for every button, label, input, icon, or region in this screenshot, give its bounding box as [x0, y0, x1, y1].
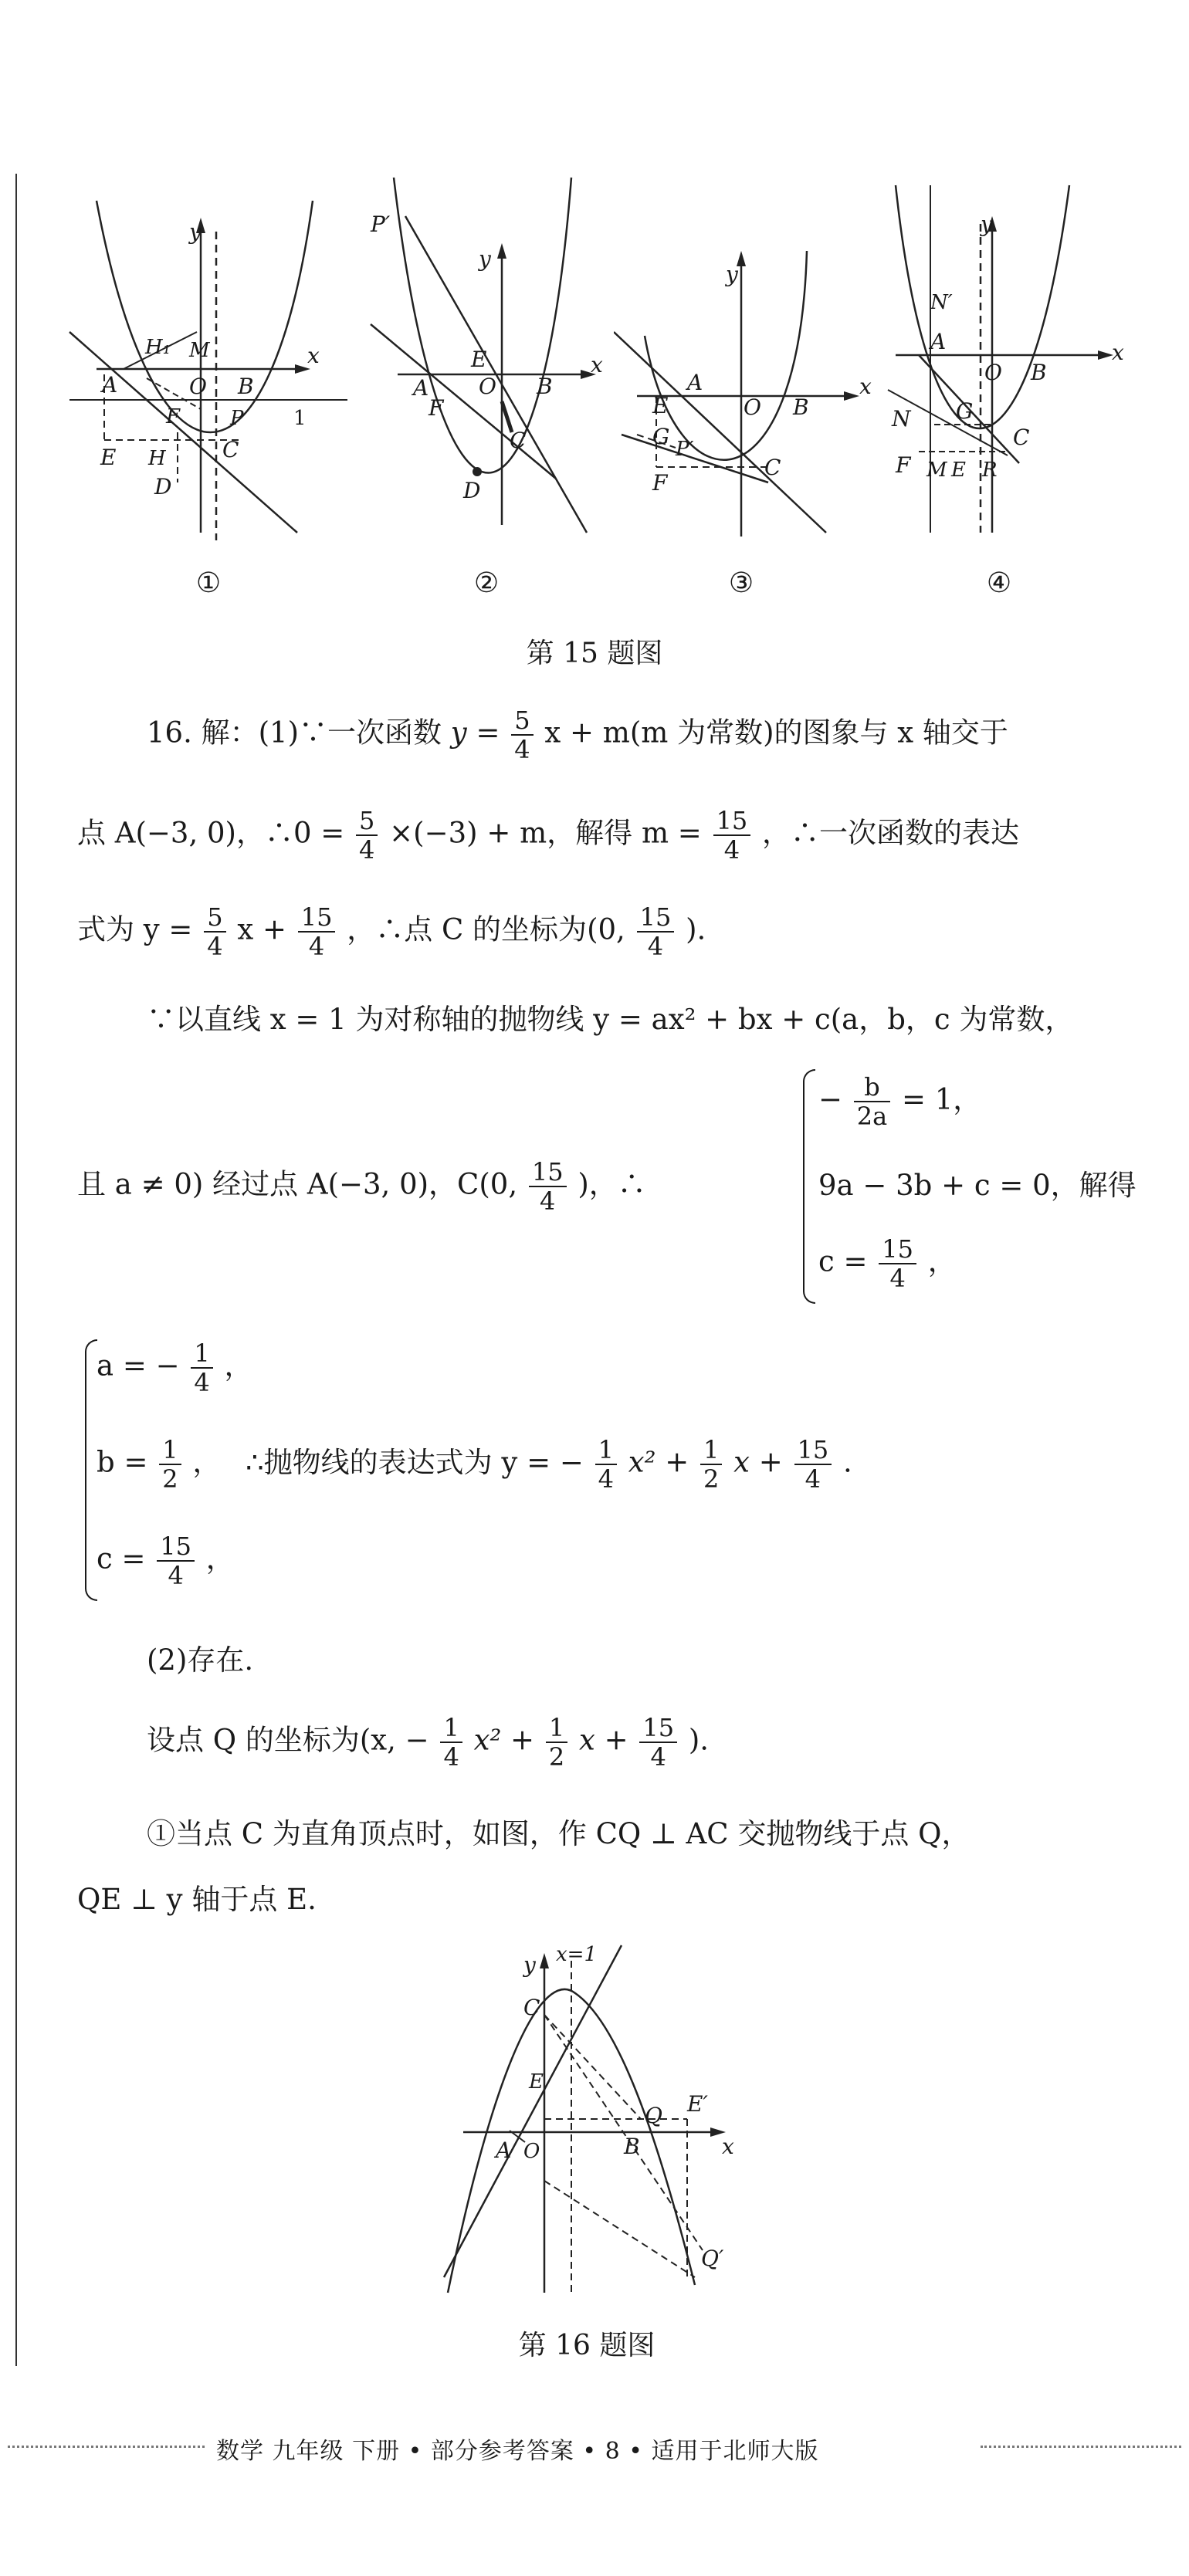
footer-dots-right	[981, 2446, 1181, 2448]
fig15-p3-label: F	[652, 470, 668, 496]
denominator: 4	[194, 1368, 210, 1397]
denominator: 4	[805, 1464, 821, 1494]
fig15-p1-label: B	[238, 374, 254, 399]
q16-text: x² +	[473, 1723, 535, 1757]
numerator: 15	[298, 903, 336, 933]
page-margin-rule	[15, 174, 17, 2366]
fig15-p1-label: A	[102, 372, 118, 398]
fig16-label: C	[523, 1995, 540, 2020]
fig15-p3-label: x	[859, 374, 872, 399]
fig15-p1-label: F	[166, 405, 181, 428]
q16-line4	[147, 996, 1073, 1038]
denominator: 4	[168, 1561, 184, 1590]
fig15-p2-label: P′	[371, 212, 391, 237]
q16-text: ，	[205, 1542, 235, 1576]
q16-text: ∴抛物线的表达式为 y = −	[246, 1445, 584, 1479]
system2-row1	[97, 1339, 252, 1396]
q16-text: (0,	[587, 912, 625, 946]
denominator: 2a	[856, 1102, 888, 1131]
fig15-p2-label: C	[510, 428, 527, 453]
fraction	[700, 1436, 722, 1493]
denominator: 4	[308, 932, 325, 961]
fraction	[879, 1235, 916, 1292]
fraction	[191, 1339, 212, 1396]
fig15-p3-label: E	[652, 393, 669, 418]
fig15-panel-number: ③	[728, 567, 754, 599]
q16-text: ，	[927, 1244, 957, 1278]
q16-line3	[77, 903, 706, 960]
q16-text: (0,	[479, 1167, 518, 1201]
q16-text: )，∴	[578, 1167, 646, 1201]
fig15-p1-label: 1	[293, 407, 307, 430]
fig15-p4-label: G	[956, 398, 974, 424]
system2-row3	[97, 1532, 235, 1589]
fig15-p1-label: O	[189, 374, 207, 399]
q16-line1	[147, 706, 1008, 763]
figure15-panel-1	[62, 178, 355, 548]
q16-text: 9a − 3b + c = 0	[818, 1169, 1051, 1202]
fig15-p1-label: y	[189, 219, 202, 245]
q16-part2-exists: (2)存在.	[147, 1643, 254, 1677]
fig15-p1-label: E	[100, 445, 117, 470]
q16-text: ).	[686, 912, 706, 946]
fig15-panel-number: ①	[195, 567, 222, 599]
q16-text: a = −	[97, 1349, 180, 1383]
footer-text: 数学 九年级 下册 • 部分参考答案 • 8 • 适用于北师大版	[216, 2438, 819, 2465]
fig15-p3-label: A	[687, 370, 703, 395]
fig15-p4-label: M	[926, 459, 947, 482]
numerator: 15	[637, 903, 675, 933]
fig16-label: Q′	[701, 2246, 724, 2271]
fig15-p3-label: P′	[676, 438, 694, 461]
fig15-p2-label: x	[591, 352, 603, 377]
q16-text: 设点 Q 的坐标为	[147, 1723, 360, 1757]
fig15-p3-label: G	[652, 424, 670, 449]
denominator: 2	[548, 1742, 565, 1772]
figure15-caption: 第 15 题图	[526, 638, 663, 669]
fig15-p1-label: P	[230, 407, 244, 430]
numerator: 1	[700, 1436, 722, 1465]
page-footer	[0, 2432, 1189, 2463]
figure16	[432, 1938, 757, 2300]
fig15-p2-label: F	[429, 395, 444, 421]
footer-dots-left	[8, 2446, 205, 2448]
numerator: 5	[511, 706, 533, 736]
fig15-p1-label: C	[222, 437, 239, 462]
fraction	[157, 1532, 195, 1589]
q16-set-q	[147, 1714, 709, 1771]
figure15-panel-3	[614, 235, 876, 544]
q16-case1-line1: ①当点 C 为直角顶点时，如图，作 CQ ⊥ AC 交抛物线于点 Q，	[147, 1817, 971, 1850]
q16-text: 且 a ≠ 0) 经过点 A(−3, 0)，C	[77, 1167, 479, 1201]
fraction	[204, 903, 225, 960]
q16-text: ，∴一次函数的表达	[762, 816, 1020, 850]
fraction	[637, 903, 675, 960]
fig15-p1-label: H₁	[145, 336, 171, 359]
fig15-p3-label: C	[764, 455, 781, 480]
numerator: 1	[191, 1339, 212, 1369]
denominator: 2	[703, 1464, 720, 1494]
fig15-p3-label: y	[726, 262, 738, 287]
fig15-p4-label: F	[896, 452, 911, 478]
fig16-label: x	[722, 2134, 734, 2159]
q16-text: 16. 解：(1)∵一次函数	[147, 716, 451, 750]
numerator: 15	[157, 1532, 195, 1562]
numerator: 15	[639, 1714, 677, 1743]
fig15-p1-label: x	[307, 343, 320, 368]
fig16-label: y	[523, 1952, 536, 1978]
q16-text: 式为 y =	[77, 912, 193, 946]
q16-line2	[77, 807, 1019, 864]
denominator: 4	[598, 1464, 614, 1494]
numerator: 1	[595, 1436, 617, 1465]
system1-row3	[818, 1235, 957, 1292]
denominator: 4	[723, 835, 740, 865]
fraction	[595, 1436, 617, 1493]
numerator: 1	[159, 1436, 181, 1465]
fraction	[546, 1714, 567, 1771]
q16-text: ，∴点 C 的坐标为	[347, 912, 588, 946]
numerator: 5	[356, 807, 378, 836]
numerator: 15	[529, 1158, 567, 1187]
fig15-p4-label: N′	[930, 291, 953, 314]
q16-text: ，	[192, 1445, 222, 1479]
fig15-p4-label: C	[1013, 425, 1030, 450]
denominator: 4	[650, 1742, 666, 1772]
numerator: 15	[713, 807, 751, 836]
system1-row2	[818, 1162, 1136, 1203]
fig15-p4-label: y	[981, 212, 993, 237]
fig16-label: x=1	[556, 1943, 597, 1966]
denominator: 4	[540, 1186, 556, 1216]
q16-text: x +	[733, 1445, 783, 1479]
q16-text: ∵以直线 x = 1 为对称轴的抛物线 y = ax² + bx + c(a，b，c 为常数，	[147, 1003, 1074, 1036]
q16-text: ).	[688, 1723, 710, 1757]
system2-brace	[85, 1339, 97, 1601]
denominator: 2	[162, 1464, 178, 1494]
fraction	[356, 807, 378, 864]
denominator: 4	[889, 1264, 906, 1293]
fig15-p1-label: M	[189, 339, 210, 362]
denominator: 4	[514, 735, 530, 764]
q16-text: ，解得	[1050, 1169, 1136, 1202]
fig16-label: O	[523, 2140, 540, 2163]
q16-text: .	[842, 1445, 852, 1479]
fraction	[159, 1436, 181, 1493]
fig15-p4-label: O	[984, 360, 1002, 385]
q16-text: ，	[224, 1349, 253, 1383]
fig15-p1-label: D	[154, 474, 172, 499]
fraction	[794, 1436, 832, 1493]
denominator: 4	[207, 932, 223, 961]
figure15-panel-4	[872, 178, 1127, 540]
q16-text: x + m(m 为常数)的图象与 x 轴交于	[544, 716, 1008, 750]
q16-text: = 1，	[901, 1082, 982, 1116]
system1-brace	[803, 1069, 815, 1304]
numerator: 5	[204, 903, 225, 933]
q16-case1-line2: QE ⊥ y 轴于点 E.	[77, 1883, 317, 1916]
fig15-p1-label: H	[148, 447, 166, 470]
fig15-p4-label: A	[930, 329, 947, 354]
fig16-label: A	[496, 2138, 512, 2163]
fig15-p2-label: E	[471, 347, 487, 372]
fig15-panel-number: ④	[986, 567, 1012, 599]
figure16-caption: 第 16 题图	[518, 2330, 655, 2361]
fig16-label: E′	[687, 2091, 708, 2117]
fig15-p3-label: O	[744, 394, 761, 420]
fig16-label: E	[529, 2070, 544, 2094]
system2-row2	[97, 1436, 852, 1493]
fig15-panel-number: ②	[473, 567, 500, 599]
fig16-label: B	[624, 2134, 640, 2159]
fig15-p4-label: B	[1031, 360, 1047, 385]
fig15-p2-label: O	[479, 374, 496, 399]
fig15-p4-label: x	[1112, 340, 1124, 365]
q16-text: b =	[97, 1445, 148, 1479]
q16-text: ×(−3) + m，解得 m =	[389, 816, 702, 850]
numerator: 15	[794, 1436, 832, 1465]
fig15-p2-label: y	[479, 246, 491, 272]
denominator: 4	[443, 1742, 459, 1772]
fig15-p3-label: B	[793, 394, 809, 420]
fig16-label: Q	[645, 2103, 662, 2128]
fig15-p2-label: A	[413, 375, 429, 401]
denominator: 4	[647, 932, 664, 961]
denominator: 4	[359, 835, 375, 865]
system1-row1	[818, 1073, 981, 1130]
fraction	[713, 807, 751, 864]
fig15-p2-label: B	[537, 374, 553, 399]
fraction	[298, 903, 336, 960]
fig15-p2-label: D	[463, 478, 481, 503]
q16-text: x² +	[628, 1445, 689, 1479]
fig15-p4-label: N	[892, 406, 911, 432]
q16-line5	[77, 1158, 646, 1215]
fraction	[440, 1714, 462, 1771]
q16-text: x +	[578, 1723, 628, 1757]
numerator: 1	[546, 1714, 567, 1743]
fraction	[639, 1714, 677, 1771]
figure15-panel-2	[355, 170, 610, 548]
fraction	[529, 1158, 567, 1215]
q16-text: c =	[818, 1244, 868, 1278]
numerator: 15	[879, 1235, 916, 1264]
q16-text: (x, −	[359, 1723, 429, 1757]
fraction	[854, 1073, 890, 1130]
fig15-p4-label: E	[951, 459, 966, 482]
q16-text: x +	[237, 912, 286, 946]
q16-text: c =	[97, 1542, 146, 1576]
fraction	[511, 706, 533, 763]
q16-text: 点 A(−3, 0)，∴0 =	[77, 816, 345, 850]
fig15-p4-label: R	[982, 459, 998, 482]
q16-text: y =	[450, 716, 500, 750]
q16-text: −	[818, 1082, 843, 1116]
numerator: b	[854, 1073, 890, 1102]
numerator: 1	[440, 1714, 462, 1743]
